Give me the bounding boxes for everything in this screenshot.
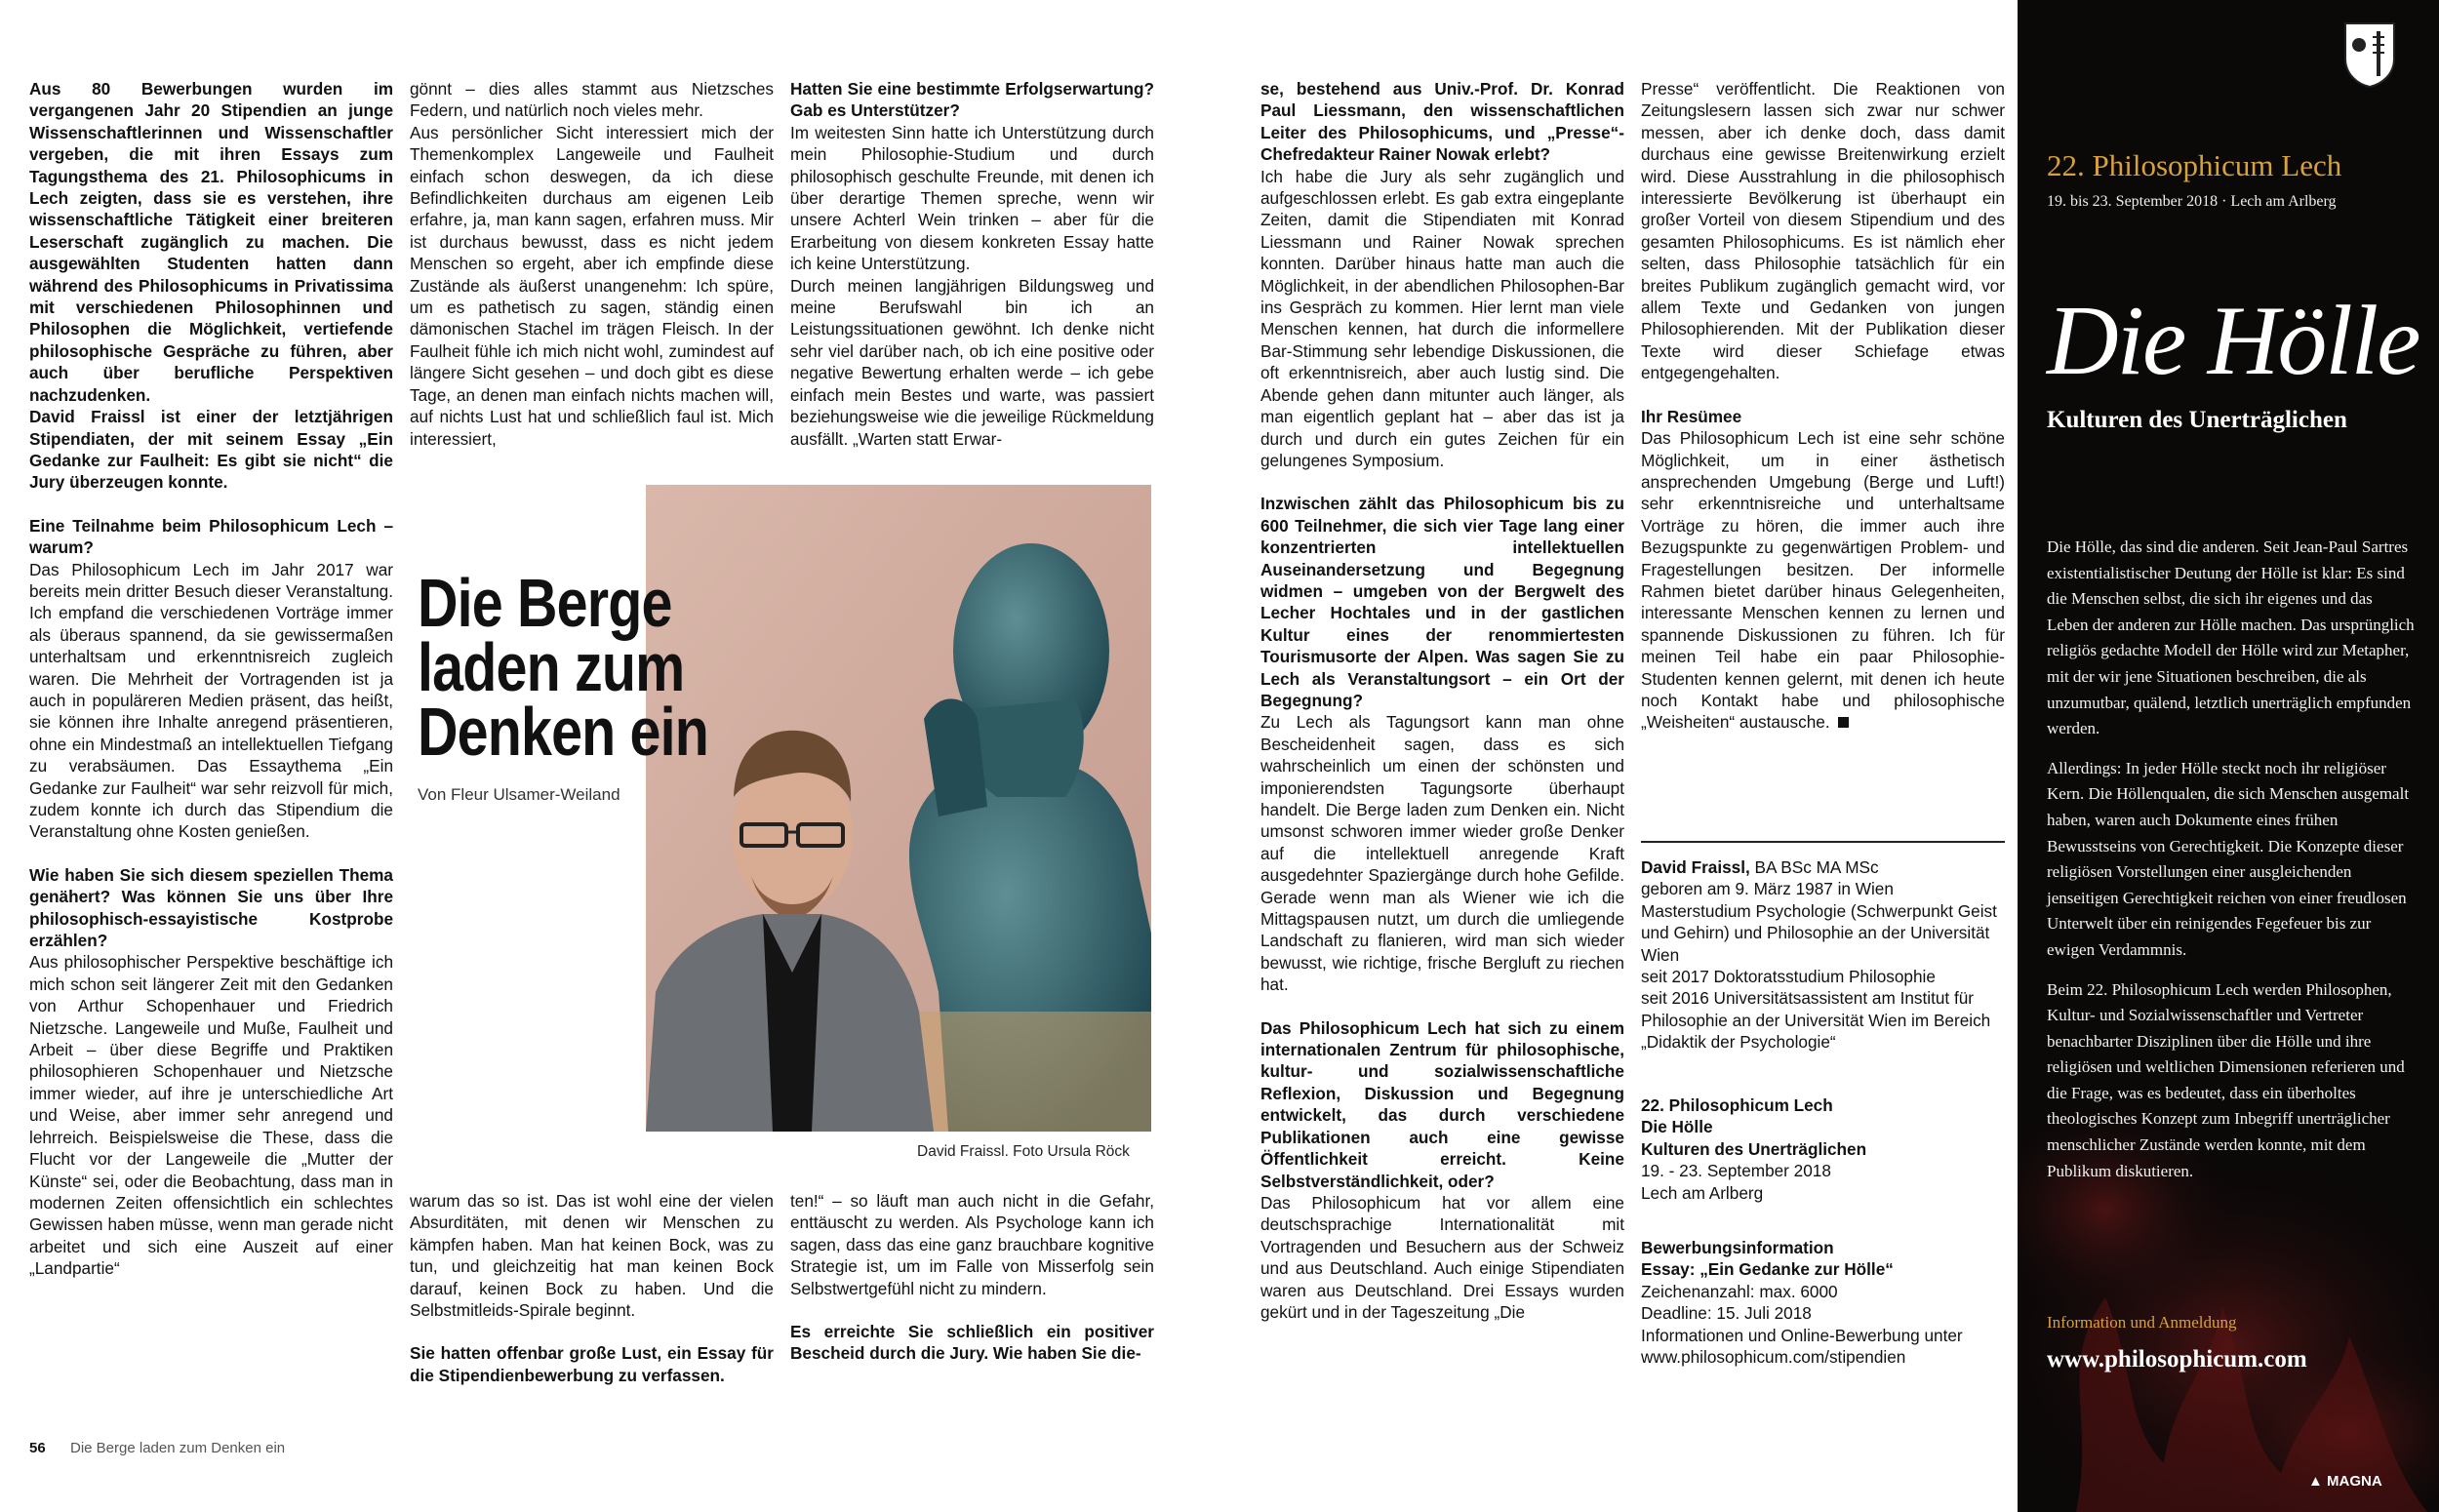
bio-box (1641, 856, 2005, 1054)
bio-name: David Fraissl, (1641, 857, 1750, 877)
sidebar-title: Die Hölle (2047, 286, 2419, 396)
question-paragraph: Das Philosophicum Lech hat sich zu einem internationalen Zentrum für philosophische, kultur- und sozialwissenschaftliche Reflexion, Diskussion und Begegnung entwickelt, das durch verschiedene Publikationen auch eine gewisse Öffentlichkeit erreicht. Keine Selbstverständlichkeit, oder? (1260, 1017, 1624, 1191)
divider-bio (1641, 841, 2005, 843)
answer-paragraph: warum das so ist. Das ist wohl eine der vielen Absurditäten, mit denen wir Menschen zu kämpfen haben. Man hat keinen Bock, was zu tun, und gleichzeitig hat man keinen Bock darauf, keinen Bock zu haben. Und die Selbstmitleids-Spirale beginnt. (410, 1191, 774, 1321)
sidebar-paragraph: Die Hölle, das sind die anderen. Seit Jean-Paul Sartres existentialistischer Deutung der Hölle ist klar: Es sind die Menschen selbst, die sich ihr eigenes und das Leben der anderen zur Hölle machen. Das ursprünglich religiös gedachte Modell der Hölle wird zur Metapher, mit der wir jene Situationen beschreiben, die als unzumutbar, quälend, letztlich unerträglich empfunden werden. (2047, 537, 2415, 738)
photo-caption: David Fraissl. Foto Ursula Röck (917, 1143, 1130, 1160)
headline-line-2: laden zum (418, 629, 685, 705)
application-line: Bewerbungsinformation (1641, 1238, 1834, 1257)
bio-line: seit 2017 Doktoratsstudium Philosophie (1641, 967, 1936, 987)
question-paragraph: Aus 80 Bewerbungen wurden im vergangenen Jahr 20 Stipendien an junge Wissenschaftlerinnen und Wissenschaftler vergeben, die mit ihren Essays zum Tagungsthema des 21. Philosophicums in Lech zeigten, dass sie es verstehen, ihre wissenschaftliche Tätigkeit einer breiteren Leserschaft zugänglich zu machen. Die ausgewählten Studenten hatten dann während des Philosophicums in Privatissima mit verschiedenen Philosophinnen und Philosophen die Möglichkeit, vertiefende philosophische Gespräche zu führen, aber auch über berufliche Perspektiven nachzudenken. (29, 79, 393, 405)
portrait-photo (646, 485, 1151, 1132)
answer-paragraph: Das Philosophicum hat vor allem eine deutschsprachige Internationalität mit Vortragenden und Besuchern aus der Schweiz und aus Deutschland. Auch einige Stipendiaten waren aus Deutschland. Drei Essays wurden gekürt und in der Tageszeitung „Die (1260, 1192, 1624, 1322)
sidebar-edition: 22. Philosophicum Lech (2047, 148, 2342, 182)
event-line: Kulturen des Unerträglichen (1641, 1138, 1867, 1159)
bio-line: seit 2016 Universitätsassistent am Institut für Philosophie an der Universität Wien im Bereich „Didaktik der Psychologie“ (1641, 988, 1991, 1053)
answer-paragraph: Aus philosophischer Perspektive beschäftige ich mich schon seit längerer Zeit mit den Gedanken von Arthur Schopenhauer und Friedrich Nietzsche. Langeweile und Muße, Faulheit und Arbeit – über diese Begriffe und Praktiken philosophieren Schopenhauer und Nietzsche immer wieder, auf ihre je unterschiedliche Art und Weise, aber immer sehr anregend und lehrreich. Beispielsweise die These, dass die Flucht vor der Langeweile die „Mutter der Künste“ sei, oder die Beobachtung, dass man in modernen Zeiten offensichtlich ein schlechtes Gewissen haben müsse, wenn man gerade nicht arbeitet und sich eine Auszeit auf einer „Landpartie“ (29, 952, 393, 1279)
article-column-3-bottom (790, 1190, 1154, 1365)
paragraph-gap (1260, 996, 1624, 1017)
application-line: Zeichenanzahl: max. 6000 (1641, 1281, 1838, 1301)
magna-icon: ▲ (2308, 1473, 2328, 1490)
paragraph-gap (29, 843, 393, 864)
article-column-5 (1641, 78, 2005, 734)
event-line: 19. - 23. September 2018 (1641, 1161, 1831, 1181)
sidebar-paragraph: Allerdings: In jeder Hölle steckt noch ihr religiöser Kern. Die Höllenqualen, die sich Menschen ausgemalt haben, waren auch Dokumente eines frühen Bewusstseins von Gerechtigkeit. Die Konzepte dieser religiösen Vorstellungen einer ausgleichenden jenseitigen Gerechtigkeit reichen von einer freudlosen Unterwelt über ein reinigendes Fegefeuer bis zur ewigen Verdammnis. (2047, 758, 2410, 959)
answer-paragraph: Aus persönlicher Sicht interessiert mich der Themenkomplex Langeweile und Faulheit einfach schon deswegen, da ich diese Befindlichkeiten durchaus am eigenen Leib erfahre, ja, man kann sagen, erfahren muss. Mir ist durchaus bewusst, dass es nicht jedem Menschen so ergeht, aber ich empfinde diese Zustände als äußerst unangenehm: Ich spüre, um es pathetisch zu sagen, ständig einen dämonischen Stachel im trägen Fleisch. In der Faulheit fühle ich mich nicht wohl, zumindest auf längere Sicht gesehen – und doch gibt es diese Tage, an denen man einfach nichts machen will, auf nichts Lust hat und schließlich faul ist. Mich interessiert, (410, 122, 774, 449)
article-column-1 (29, 78, 393, 1280)
application-line: Informationen und Online-Bewerbung unter (1641, 1325, 1963, 1345)
paragraph-gap (790, 1299, 1154, 1321)
coat-of-arms-icon (2343, 21, 2396, 88)
publisher-name: MAGNA (2327, 1473, 2382, 1490)
answer-paragraph: gönnt – dies alles stammt aus Nietzsches Federn, und natürlich noch vieles mehr. (410, 79, 774, 121)
sidebar-info-label: Information und Anmeldung (2047, 1313, 2237, 1332)
sidebar-text (2047, 535, 2418, 1198)
application-line: Deadline: 15. Juli 2018 (1641, 1303, 1812, 1324)
sidebar-date: 19. bis 23. September 2018 · Lech am Arlberg (2047, 193, 2337, 210)
sidebar-url-link[interactable]: www.philosophicum.com (2047, 1346, 2307, 1373)
answer-paragraph: Das Philosophicum Lech ist eine sehr schöne Möglichkeit, um in einer ästhetisch ansprechenden Umgebung (Berge und Luft!) sehr erkenntnisreiche und unterhaltsame Vorträge zu hören, die immer auch ihre Bezugspunkte zu gegenwärtigen Problem- und Fragestellungen besitzen. Der informelle Rahmen bietet darüber hinaus Gelegenheiten, interessante Menschen kennen zu lernen und spannende Diskussionen zu führen. Ich für meinen Teil habe ein paar Philosophie-Studenten kennen gelernt, mit denen ich heute noch Kontakt habe und philosophische „Weisheiten“ austausche. (1641, 428, 2005, 733)
event-box (1641, 1094, 2005, 1204)
article-column-4 (1260, 78, 1624, 1323)
application-link[interactable]: www.philosophicum.com/stipendien (1641, 1347, 1906, 1368)
paragraph-gap (1641, 384, 2005, 406)
bio-degrees: BA BSc MA MSc (1749, 857, 1879, 877)
question-paragraph: Sie hatten offenbar große Lust, ein Essay für die Stipendienbewerbung zu verfassen. (410, 1343, 774, 1385)
end-mark-icon (1838, 717, 1849, 728)
question-paragraph: Inzwischen zählt das Philosophicum bis zu 600 Teilnehmer, die sich vier Tage lang einer konzentrierten intellektuellen Auseinandersetzung und Begegnung widmen – umgeben von der Bergwelt des Lecher Hochtales und in der gastlichen Kultur eines der renommiertesten Tourismusorte der Alpen. Was sagen Sie zu Lech als Veranstaltungsort – ein Ort der Begegnung? (1260, 494, 1624, 710)
paragraph-gap (1260, 471, 1624, 493)
answer-paragraph: ten!“ – so läuft man auch nicht in die Gefahr, enttäuscht zu werden. Als Psychologe kann ich sagen, dass das eine ganz brauchbare kognitive Strategie ist, um im Falle von Misserfolg sein Selbstwertgefühl nicht zu mindern. (790, 1191, 1154, 1298)
paragraph-gap (29, 494, 393, 515)
running-footer-title: Die Berge laden zum Denken ein (70, 1440, 286, 1456)
bio-line: Masterstudium Psychologie (Schwerpunkt Geist und Gehirn) und Philosophie an der Universität Wien (1641, 900, 1997, 965)
byline: Von Fleur Ulsamer-Weiland (418, 785, 620, 804)
paragraph-gap (410, 1321, 774, 1342)
bio-line: geboren am 9. März 1987 in Wien (1641, 879, 1894, 899)
answer-paragraph: Durch meinen langjährigen Bildungsweg und meine Berufswahl bin ich an Leistungssituationen gewöhnt. Ich denke nicht sehr viel darüber nach, ob ich eine positive oder negative Bewertung erhalten werde – ich gebe einfach mein Bestes und warte, was passiert beziehungsweise wie die jeweilige Rückmeldung ausfällt. „Warten statt Erwar- (790, 275, 1154, 449)
answer-paragraph: Das Philosophicum Lech im Jahr 2017 war bereits mein dritter Besuch dieser Veranstaltung. Ich empfand die verschiedenen Vorträge immer als überaus spannend, da sie gewissermaßen unterhaltsam und erkenntnisreich zugleich waren. Die Mehrheit der Vortragenden ist ja auch in populäreren Medien präsent, das heißt, sie können ihre Inhalte anregend präsentieren, ohne ein Mindestmaß an intellektuellen Tiefgang zu verabsäumen. Das Essaythema „Ein Gedanke zur Faulheit“ war sehr reizvoll für mich, zudem konnte ich durch das Stipendium die Veranstaltung ohne Kosten genießen. (29, 559, 393, 842)
sidebar-subtitle: Kulturen des Unerträglichen (2047, 407, 2347, 433)
question-paragraph: Ihr Resümee (1641, 406, 1742, 426)
application-box (1641, 1237, 2005, 1368)
sidebar-paragraph: Beim 22. Philosophicum Lech werden Philosophen, Kultur- und Sozialwissenschaftler und Vertreter benachbarter Disziplinen über die Hölle und ihre religiösen und weltlichen Dimensionen referieren und die Frage, was es bedeutet, dass ein überholtes theologisches Konzept zum Inbegriff unerträglicher menschlicher Zustände werden konnte, mit dem Publikum diskutieren. (2047, 979, 2405, 1180)
answer-paragraph: Ich habe die Jury als sehr zugänglich und aufgeschlossen erlebt. Es gab extra eingeplante Zeiten, damit die Stipendiaten mit Konrad Liessmann und Rainer Nowak sprechen konnten. Darüber hinaus hatte man auch die Möglichkeit, in der abendlichen Philosophen-Bar ins Gespräch zu kommen. Hier lernt man viele Menschen kennen, hat durch die informellere Bar-Stimmung sehr lebendige Diskussionen, die oft erkenntnisreich, aber auch lustig sind. Die Abende gehen dann mitunter auch länger, als man eigentlich geplant hat – aber das ist ja durch und durch ein gutes Zeichen für ein gelungenes Symposium. (1260, 166, 1624, 470)
application-line: Essay: „Ein Gedanke zur Hölle“ (1641, 1259, 1894, 1280)
question-paragraph: Wie haben Sie sich diesem speziellen Thema genähert? Was können Sie uns über Ihre philosophisch-essayistische Kostprobe erzählen? (29, 864, 393, 951)
publisher-logo (2308, 1473, 2382, 1490)
event-line: Die Hölle (1641, 1117, 1713, 1137)
answer-paragraph: Presse“ veröffentlicht. Die Reaktionen von Zeitungslesern lassen sich zwar nur schwer messen, aber ich denke doch, dass damit durchaus eine gewisse Breitenwirkung erzielt wird. Diese Ausstrahlung in die philosophisch interessierte Bevölkerung ist überhaupt ein großer Vorteil von diesem Stipendium und des gesamten Philosophicums. Es ist nämlich eher selten, dass Philosophie tatsächlich für ein breites Publikum zugänglich gemacht wird, vor allem Texte und Gedanken von jungen Philosophierenden. Mit der Publikation dieser Texte wird dieser Schiefage etwas entgegengehalten. (1641, 79, 2005, 383)
question-paragraph: Hatten Sie eine bestimmte Erfolgserwartung? Gab es Unterstützer? (790, 79, 1154, 121)
page-number: 56 (29, 1440, 46, 1456)
event-line: 22. Philosophicum Lech (1641, 1095, 1833, 1115)
event-sidebar (2018, 0, 2439, 1512)
answer-paragraph: Zu Lech als Tagungsort kann man ohne Bescheidenheit sagen, dass es sich wahrscheinlich um einen der schönsten und imponierendsten Tagungsorte überhaupt handelt. Die Berge laden zum Denken ein. Nicht umsonst schworen immer wieder große Denker auf die intellektuell anregende Kraft ausgedehnter Spaziergänge durch hohe Gefilde. Gerade wenn man als Wiener wie ich die Mittagspausen nutzt, um durch die umliegende Landschaft zu flanieren, wird man sich wieder bewusst, wie richtige, frische Bergluft zu riechen hat. (1260, 712, 1624, 995)
headline-line-3: Denken ein (418, 694, 709, 770)
answer-paragraph: Im weitesten Sinn hatte ich Unterstützung durch mein Philosophie-Studium und durch philosophisch geschulte Freunde, mit denen ich über derartige Themen spreche, wenn wir unsere Achterl Wein trinken – aber für die Erarbeitung von diesem konkreten Essay hatte ich keine Unterstützung. (790, 122, 1154, 274)
article-headline (418, 565, 709, 770)
article-column-2-top (410, 78, 774, 450)
question-paragraph: se, bestehend aus Univ.-Prof. Dr. Konrad Paul Liessmann, den wissenschaftlichen Leiter des Philosophicums, und „Presse“-Chefredakteur Rainer Nowak erlebt? (1260, 79, 1624, 165)
question-paragraph: Es erreichte Sie schließlich ein positiver Bescheid durch die Jury. Wie haben Sie die- (790, 1322, 1154, 1364)
article-column-2-bottom (410, 1190, 774, 1386)
article-column-3-top (790, 78, 1154, 450)
event-line: Lech am Arlberg (1641, 1182, 1764, 1203)
question-paragraph: David Fraissl ist einer der letztjährigen Stipendiaten, der mit seinem Essay „Ein Gedanke zur Faulheit: Es gibt sie nicht“ die Jury überzeugen konnte. (29, 407, 393, 493)
headline-line-1: Die Berge (418, 565, 672, 641)
question-paragraph: Eine Teilnahme beim Philosophicum Lech – warum? (29, 515, 393, 558)
